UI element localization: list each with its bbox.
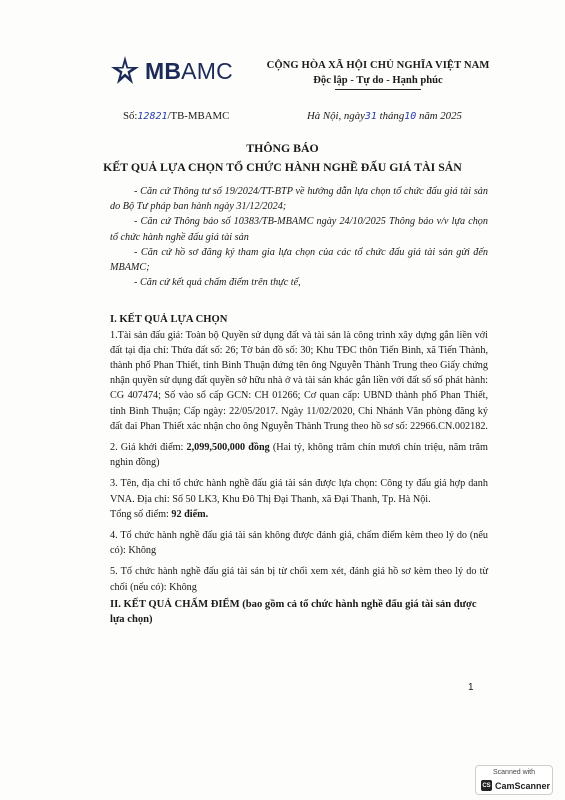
place-prefix: Hà Nội, ngày — [307, 110, 365, 122]
camscanner-icon: CS — [481, 780, 492, 791]
item-4: 4. Tổ chức hành nghề đấu giá tài sản không được đánh giá, chấm điểm kèm theo lý do (nếu có): Không — [110, 530, 488, 557]
watermark-brand: CamScanner — [495, 780, 551, 791]
motto-line-2: Độc lập - Tự do - Hạnh phúc — [313, 75, 443, 86]
watermark-caption: Scanned with — [492, 769, 536, 776]
logo-text — [145, 58, 233, 85]
motto-underline — [335, 89, 421, 90]
basis-item-text: - Căn cứ kết quả chấm điểm trên thực tế, — [134, 277, 301, 289]
month-handwritten: 10 — [404, 111, 417, 122]
mbamc-logo — [108, 54, 233, 88]
basis-item — [110, 184, 488, 214]
section-1-heading: I. KẾT QUẢ LỰA CHỌN — [110, 314, 228, 326]
item-2-prefix: 2. Giá khởi điểm: — [110, 442, 187, 454]
place-date — [307, 110, 462, 122]
doc-no-suffix: /TB-MBAMC — [167, 110, 230, 122]
item-5: 5. Tổ chức hành nghề đấu giá tài sản bị từ chối xem xét, đánh giá hồ sơ kèm theo lý do từ chối (nếu có): Không — [110, 566, 488, 593]
item-3-selected-organization: 3. Tên, địa chỉ tổ chức hành nghề đấu giá tài sản được lựa chọn: Công ty đấu giá hợp danh VNA. Địa chỉ: Số 50 LK3, Khu Đô Thị Đại Thanh, xã Đại Thanh, Tp. Hà Nội. — [110, 478, 488, 505]
motto-line-1: CỘNG HÒA XÃ HỘI CHỦ NGHĨA VIỆT NAM — [266, 60, 490, 71]
month-text: tháng — [376, 110, 405, 122]
score-value: 92 điểm. — [171, 508, 209, 520]
item-1-asset: 1.Tài sản đấu giá: Toàn bộ Quyền sử dụng đất và tài sản là công trình xây dựng gắn liền với đất tại địa chỉ: Thửa đất số: 26; Tờ bản đồ số: 30; Khu TĐC thôn Tiến Bình, xã Tiến Thành, thành phố Phan Thiết, tỉnh Bình Thuận đứng tên ông Nguyễn Thành Trung theo Giấy chứng nhận quyền sử dụng đất quyền sở hữu nhà ở và tài sản khác gắn liền với đất số số phát hành: CG 407474; Số vào sổ cấp GCN: CH 01266; Cơ quan cấp: UBND thành phố Phan Thiết, tỉnh Bình Thuận; Cấp ngày: 22/05/2017. Ngày 11/02/2020, Chi Nhánh Văn phòng đăng ký đất đai Phan Thiết xác nhận cho ông Nguyễn Thành Trung theo hồ sơ số: 22966.CN.002182. — [110, 329, 488, 432]
document-number — [123, 110, 229, 122]
basis-item-text: - Căn cứ Thông tư số 19/2024/TT-BTP về hướng dẫn lựa chọn tổ chức đấu giá tài sản do Bộ Tư pháp ban hành ngày 31/12/2024; — [110, 186, 488, 213]
star-logo-icon — [108, 54, 142, 88]
item-2-suffix: (Hai tỷ, không trăm chín mươi chín triệu, năm trăm nghìn đồng) — [110, 442, 488, 469]
item-2-amount: 2,099,500,000 đồng — [186, 442, 270, 454]
notice-subtitle: KẾT QUẢ LỰA CHỌN TỔ CHỨC HÀNH NGHỀ ĐẤU GIÁ TÀI SẢN — [103, 160, 462, 174]
basis-item — [110, 245, 488, 275]
legal-basis-list — [110, 184, 488, 290]
logo-mb: MB — [145, 57, 182, 84]
total-score — [110, 507, 488, 522]
basis-item-text: - Căn cứ Thông báo số 10383/TB-MBAMC ngày 24/10/2025 Thông báo v/v lựa chọn tổ chức hành nghề đấu giá tài sản — [110, 216, 488, 243]
score-prefix: Tổng số điểm: — [110, 508, 172, 520]
doc-no-handwritten: 12821 — [137, 111, 168, 122]
basis-item-text: - Căn cứ hồ sơ đăng ký tham gia lựa chọn của các tổ chức đấu giá tài sản gửi đến MBAMC; — [110, 246, 488, 274]
item-2-starting-price — [110, 440, 488, 470]
national-motto — [248, 60, 508, 90]
logo-amc: AMC — [181, 57, 233, 84]
year-text: năm 2025 — [416, 110, 462, 122]
page-number: 1 — [468, 682, 474, 693]
day-handwritten: 31 — [364, 111, 377, 122]
basis-item — [110, 275, 488, 290]
camscanner-watermark — [475, 765, 553, 795]
section-2-heading: II. KẾT QUẢ CHẤM ĐIỂM (bao gồm cả tổ chức hành nghề đấu giá tài sản được lựa chọn) — [110, 598, 477, 626]
document-body — [110, 184, 488, 627]
basis-item — [110, 214, 488, 244]
doc-no-prefix: Số: — [123, 110, 138, 122]
notice-title: THÔNG BÁO — [246, 141, 319, 155]
watermark-brand-row — [481, 780, 550, 791]
